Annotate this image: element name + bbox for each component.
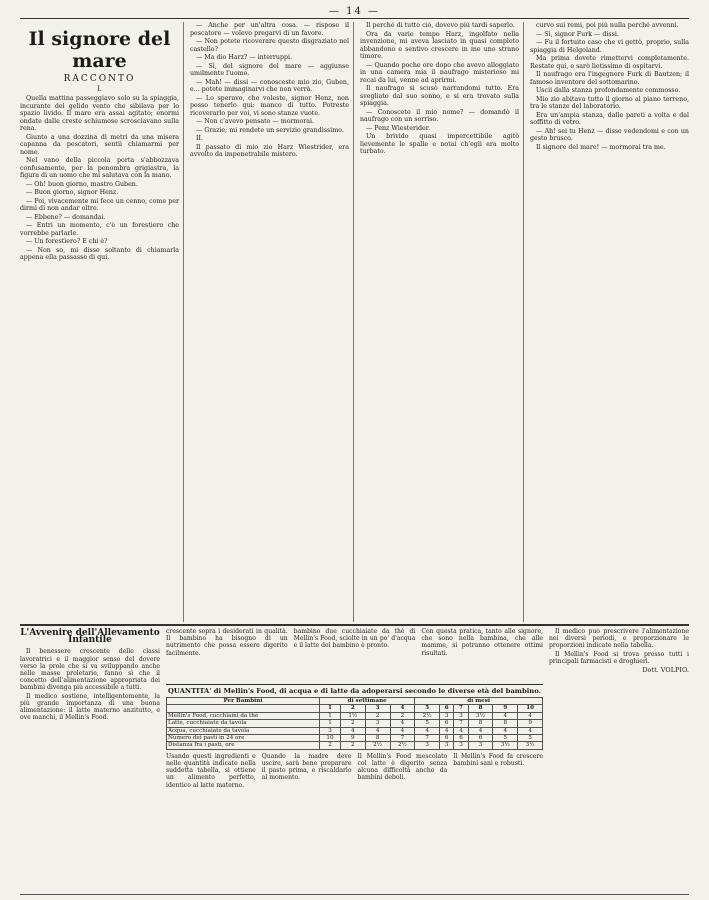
story-paragraph: — Sì, del signore del mare — aggiunse umilmente l'uomo. [190,62,349,77]
top-rule [20,18,689,19]
table-header-cell: Per Bambini [167,698,320,705]
story-paragraph: Nel vano della piccola porta s'abbozzava confusamente, per la penombra grigiastra, la figura di un uomo che mi salutava con la mano. [20,157,179,179]
table-header-cell [167,705,320,712]
story-paragraph: — Non c'avevo pensato — mormorai. [196,118,315,125]
story-paragraph: Il passato di mio zio Harz Wiestrider, era avvolto da impenetrabile mistero. [190,143,349,158]
middle-top-para: Con questa pratica, tanto alle signore, che sono nella bambina, che alle mamme, si potranno ottenere ottimi risultati. [421,628,543,657]
table-column-header: 1 [320,705,341,712]
section-heading: I. [97,84,102,93]
story-columns [20,22,689,622]
column-body [20,95,179,262]
story-paragraph: curvo sui remi, poi più nulla perché avvenni. [536,22,679,29]
table-cell: 10 [320,735,341,742]
table-cell: 3½ [493,742,518,749]
table-cell: 2 [340,742,365,749]
column-body [360,22,519,156]
story-paragraph: — Un forestiero? E chi è? [26,238,108,245]
story-paragraph: — Grazie; mi rendete un servizio grandissimo. [196,126,344,134]
article-paragraph: Il medico sostiene, intelligentemente, la più grande importanza di una buona alimentazione: il latte materno anzitutto, e ove manchi, il Mellin's Food. [20,692,160,722]
article-right [549,628,689,890]
table-cell: 3 [454,742,468,749]
story-paragraph: — Conoscete il mio nome? — domandò il naufrago con un sorriso. [360,108,519,123]
table-cell: 4 [493,712,518,719]
table-column-header: 8 [468,705,493,712]
table-cell: 3 [320,727,341,734]
table-cell: 1 [320,720,341,727]
story-paragraph: — Buon giorno, signor Henz. [26,189,119,196]
story-paragraph: — Ebbene? — domandai. [26,213,106,221]
table-cell: 8 [468,720,493,727]
column-2 [190,22,354,622]
table-cell: 3½ [468,712,493,719]
story-paragraph: Quella mattina passeggiavo solo su la spiaggia, incurante del gelido vento che sibilava per lo spazio livido. Il mare era assai agitato; enormi ondate dalle creste schiumose scrosciavano sulla rena. [20,95,179,132]
table-cell: 3 [468,742,493,749]
table-row-label: Latte, cucchiaiate da tavola [167,720,320,727]
story-paragraph: Il naufrago si scusò narrandomi tutto. Era svegliato dal suo sonno, e si era trovato sulla spiaggia. [360,85,519,107]
table-cell: 3 [415,742,440,749]
table-row-label: Numero dei pasti in 24 ore [167,735,320,742]
story-subtitle: RACCONTO [63,74,136,84]
table-cell: 4 [468,727,493,734]
feeding-table [166,697,543,750]
table-header-cell: di mesi [415,698,543,705]
table-cell: 3 [454,712,468,719]
middle-bottom-para: Il Mellin's Food fa crescere bambini sani e robusti. [453,752,543,768]
table-cell: 6 [454,735,468,742]
middle-bottom-text [166,753,543,849]
story-paragraph: Ora da varie tempo Harz, ingolfato nella invenzione, mi aveva lasciato in quasi completo abbandono e sentivo crescere in me uno strano timore. [360,30,519,60]
table-cell: 8 [365,735,390,742]
table-cell: 2½ [415,712,440,719]
table-row [167,742,543,749]
story-paragraph: — Mah! — dissi — conosceste mio zio, Guben, e... potete immaginarvi che non verrà. [190,78,349,93]
table-cell: 4 [518,727,543,734]
table-row [167,720,543,727]
story-paragraph: Il perché di tutto ciò, dovevo più tardi saperlo. [366,22,515,29]
middle-top-para: bambino due cucchiaiate da thè di Mellin's Food, sciolte in un po' d'acqua e il latte del bambino è pronto. [293,628,416,650]
table-cell: 4 [493,727,518,734]
table-cell: 3 [365,720,390,727]
article-left-body [20,648,160,721]
article-heading: L'Avvenire dell'Allevamento Infantile [20,628,160,646]
table-header-cell: di settimane [320,698,415,705]
story-paragraph: — Lo speravo, che voleste, signor Henz, non posso tenerlo qui: manco di tutto. Potreste ricoverarlo per voi, vi sono stanze vuote. [190,94,349,117]
story-paragraph: — Poi, vivacemente mi fece un cenno, come per dirmi di non andar oltre. [20,197,179,212]
story-paragraph: — Ah! sei tu Henz — disse vedendomi e con un gesto brusco. [530,127,689,142]
table-column-header: 9 [493,705,518,712]
story-paragraph: Il naufrago era l'ingegnere Furk di Bautzen; il famoso inventore del sottomarino. [530,71,689,86]
table-cell: 3 [440,742,454,749]
table-cell: 3½ [518,742,543,749]
story-paragraph: Giunto a una dozzina di metri da una misera capanna da pescatori, sentii chiamarmi per nome. [20,133,179,156]
table-row-label: Acqua, cucchiaiate da tavola [167,727,320,734]
table-cell: 6 [440,720,454,727]
table-column-header: 3 [365,705,390,712]
story-paragraph: — Quando poche ore dopo che avevo alloggiato in una camera mia il naufrago misterioso mi recai da lui, venne ad aprirmi. [360,61,519,84]
table-cell: 2 [320,742,341,749]
story-paragraph: Ma prima dovete rimettervi completamente. Restate qui, e sarò lietissimo di ospitarvi. [530,55,689,70]
table-cell: 4 [365,727,390,734]
table-column-header: 10 [518,705,543,712]
table-cell: 4 [390,720,415,727]
story-paragraph: — Entri un momento, c'è un forestiero che vorrebbe parlarle. [20,222,179,237]
middle-bottom-para: Quando la madre deve uscire, sarà bene preparare il pasto prima, e riscaldarlo al momento. [261,752,352,782]
story-paragraph: — Fu il fortuito caso che vi gettò, proprio, sulla spiaggia di Helgoland. [530,39,689,54]
table-cell: 4 [518,712,543,719]
table-row [167,727,543,734]
table-cell: 1½ [340,712,365,719]
table-title: QUANTITA' di Mellin's Food, di acqua e di latte da adoperarsi secondo le diverse età del bambino. [166,684,543,695]
article-paragraph: Il medico può prescrivere l'alimentazione nei diversi periodi, e proporzionare le proporzioni indicate nella tabella. [549,628,689,650]
middle-bottom-para: Usando questi ingredienti e nelle quantità indicate nella suddetta tabella, si ottiene un alimento perfetto, identico al latte materno. [166,752,256,789]
table-cell: 7 [415,735,440,742]
table-cell: 6 [440,735,454,742]
story-paragraph: — Ma dio Harz? — interruppi. [196,54,293,61]
bottom-rule [20,894,689,895]
article-paragraph: Il benessere crescente delle classi lavoratrici e il maggior senso del dovere verso la prole che si va sviluppando anche nelle masse proletarie, fanno sì che il concetto dell'alimentazione appropriata dei bambini divenga più accessibile a tutti. [20,648,160,692]
story-paragraph: — Non potete ricoverare questo disgraziato nel castello? [190,38,349,53]
story-paragraph: Mio zio abitava tutto il giorno al piano terreno, tra le stanze del laboratorio. [530,95,689,110]
table-cell: 1 [320,712,341,719]
table-row-label: Distanza fra i pasti, ore [167,742,320,749]
table-body [167,712,543,749]
table-cell: 4 [340,727,365,734]
table-column-row [167,705,543,712]
story-paragraph: — Oh! buon giorno, mastro Guben. [26,180,138,188]
column-body [530,22,689,151]
story-paragraph: Un brivido quasi impercettibile agitò lievemente le spalle e notai ch'egli era molto turbato. [360,133,519,155]
table-column-header: 6 [440,705,454,712]
table-cell: 5 [415,720,440,727]
table-cell: 4 [440,727,454,734]
column-body [190,22,349,159]
table-cell: 9 [518,720,543,727]
table-cell: 4 [454,727,468,734]
table-cell: 2 [390,712,415,719]
table-column-header: 4 [390,705,415,712]
table-cell: 2½ [365,742,390,749]
table-cell: 2½ [390,742,415,749]
table-cell: 9 [340,735,365,742]
table-cell: 8 [493,720,518,727]
page-number: — 14 — [328,6,381,17]
story-paragraph: — Sì, signor Furk — dissi. [536,30,619,38]
table-cell: 5 [518,735,543,742]
story-paragraph: II. [196,135,203,142]
table-cell: 5 [493,735,518,742]
table-row [167,712,543,719]
table-row-label: Mellin's Food, cucchiaini da thè [167,712,320,719]
column-3 [360,22,524,622]
advertisement-section [20,628,689,890]
story-paragraph: — Non so, mi disse soltanto di chiamarla appena ella passasse di qui. [20,246,179,261]
table-row [167,735,543,742]
story-paragraph: — Anche per un'altra cosa. — rispose il pescatore — volevo pregarvi di un favore. [190,22,349,37]
table-cell: 2 [365,712,390,719]
table-header-row [167,698,543,705]
story-paragraph: Era un'ampia stanza, dalle pareti a volta e dal soffitto di vetro. [530,111,689,126]
middle-bottom-para: Il Mellin's Food mescolato col latte è digerito senza alcuna difficoltà anche da bambini deboli. [357,752,448,782]
signature: Dott. VOLPIO. [642,666,689,675]
table-cell: 7 [454,720,468,727]
story-title: Il signore del mare [28,28,171,72]
table-cell: 2 [340,720,365,727]
middle-top-text [166,628,543,682]
story-paragraph: Uscii dalla stanza profondamente commosso. [536,87,681,94]
section-divider [20,624,689,626]
column-4 [530,22,689,622]
article-paragraph: Il Mellin's Food si trova presso tutti i principali farmacisti e droghieri. [549,650,689,665]
middle-top-para: crescente sopra i desiderati in qualità. Il bambino ha bisogno di un nutrimento che possa essere digerito facilmente. [166,628,288,657]
table-cell: 6 [468,735,493,742]
table-cell: 7 [390,735,415,742]
article-left [20,628,160,890]
table-column-header: 2 [340,705,365,712]
table-cell: 3 [440,712,454,719]
table-cell: 4 [415,727,440,734]
story-paragraph: Il signore del mare! — mormorai tra me. [536,143,666,151]
table-column-header: 7 [454,705,468,712]
column-1 [20,22,184,622]
story-paragraph: — Penz Wiesterider. [366,124,431,132]
table-column-header: 5 [415,705,440,712]
article-middle [166,628,543,890]
article-right-body [549,628,689,665]
table-cell: 4 [390,727,415,734]
